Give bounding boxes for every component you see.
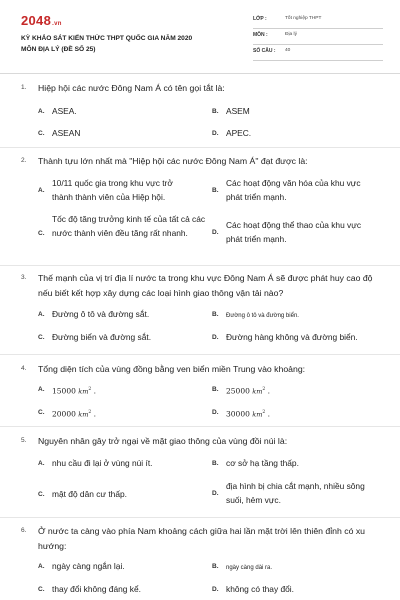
meta-class xyxy=(253,15,383,29)
meta-subject xyxy=(253,31,383,45)
option-letter: C. xyxy=(38,334,45,341)
meta-value: 40 xyxy=(285,48,291,53)
option-letter: C. xyxy=(38,409,45,416)
period: . xyxy=(267,386,271,396)
period: . xyxy=(93,409,97,419)
option-text: Tốc độ tăng trưởng kinh tế của tất cả các nước thành viên đều tăng rất nhanh. xyxy=(52,214,206,238)
option-text: thay đổi không đáng kể. xyxy=(52,584,141,594)
question-divider xyxy=(0,354,400,355)
option-text: Đường biển và đường sắt. xyxy=(52,332,152,342)
area-unit: km xyxy=(252,410,263,419)
option-letter: D. xyxy=(212,334,219,341)
option-letter: C. xyxy=(38,491,45,498)
option-letter: B. xyxy=(212,563,219,570)
option-text: cơ sở hạ tầng thấp. xyxy=(226,458,299,468)
option-letter: D. xyxy=(212,229,219,236)
question-number: 6. xyxy=(21,527,27,534)
area-value: 30000 xyxy=(226,409,250,419)
option-text xyxy=(52,383,96,399)
area-unit: km xyxy=(78,410,89,419)
exam-meta xyxy=(253,15,383,63)
option-letter: A. xyxy=(38,108,45,115)
option-letter: C. xyxy=(38,586,45,593)
option-text: Các hoạt động văn hóa của khu vực phát triển mạnh. xyxy=(226,178,361,202)
unit-exponent: 2 xyxy=(88,410,92,415)
option-text: Đường hàng không và đường biển. xyxy=(226,332,358,342)
area-value: 25000 xyxy=(226,386,250,396)
option-text: ngày càng dài ra. xyxy=(226,565,273,571)
option-text xyxy=(226,383,270,399)
question-divider xyxy=(0,147,400,148)
unit-exponent: 2 xyxy=(262,387,266,392)
option-text xyxy=(226,406,270,422)
meta-question-count xyxy=(253,47,383,61)
option-letter: B. xyxy=(212,187,219,194)
logo-text: 2048 xyxy=(21,13,52,28)
option-letter: B. xyxy=(212,460,219,467)
option-text: ngày càng ngắn lại. xyxy=(52,561,125,571)
option-letter: A. xyxy=(38,460,45,467)
option-letter: A. xyxy=(38,187,45,194)
question-text: Thế mạnh của vị trí địa lí nước ta trong khu vực Đông Nam Á sẽ được phát huy cao độ nếu biết kết hợp xây dựng các loại hình giao thông vận tải nào? xyxy=(38,273,373,298)
option-text: APEC. xyxy=(226,128,252,138)
area-unit: km xyxy=(252,387,263,396)
meta-key: LỚP : xyxy=(253,16,267,22)
unit-exponent: 2 xyxy=(262,410,266,415)
question-text: Hiệp hội các nước Đông Nam Á có tên gọi tắt là: xyxy=(38,83,225,93)
option-text: ASEA. xyxy=(52,106,77,116)
option-letter: C. xyxy=(38,230,45,237)
period: . xyxy=(93,386,97,396)
option-letter: D. xyxy=(212,586,219,593)
option-letter: A. xyxy=(38,386,45,393)
exam-title-line1: KỲ KHẢO SÁT KIẾN THỨC THPT QUỐC GIA NĂM 2020 xyxy=(21,35,193,42)
option-text: ASEM xyxy=(226,106,250,116)
question-number: 1. xyxy=(21,84,27,91)
option-letter: B. xyxy=(212,108,219,115)
site-logo[interactable] xyxy=(21,13,62,28)
meta-value: Tốt nghiệp THPT xyxy=(285,16,322,21)
option-letter: D. xyxy=(212,409,219,416)
option-text xyxy=(52,406,96,422)
area-unit: km xyxy=(78,387,89,396)
option-text: không có thay đổi. xyxy=(226,584,294,594)
option-text: ASEAN xyxy=(52,128,81,138)
question-divider xyxy=(0,426,400,427)
question-text: Ở nước ta càng vào phía Nam khoảng cách giữa hai lần mặt trời lên thiên đỉnh có xu hướng: xyxy=(38,526,365,551)
question-number: 5. xyxy=(21,437,27,444)
option-text: nhu cầu đi lại ở vùng núi ít. xyxy=(52,458,153,468)
area-value: 15000 xyxy=(52,386,76,396)
option-text: Các hoạt động thể thao của khu vực phát triển mạnh. xyxy=(226,220,362,244)
unit-exponent: 2 xyxy=(88,387,92,392)
question-number: 2. xyxy=(21,157,27,164)
question-number: 3. xyxy=(21,274,27,281)
option-text: Đường ô tô và đường biển. xyxy=(226,313,299,319)
period: . xyxy=(267,409,271,419)
exam-title-line2: MÔN ĐỊA LÝ (ĐỀ SỐ 25) xyxy=(21,46,96,53)
question-text: Tổng diện tích của vùng đồng bằng ven biển miền Trung vào khoảng: xyxy=(38,364,306,374)
logo-suffix: .vn xyxy=(52,21,62,27)
option-text: mật độ dân cư thấp. xyxy=(52,489,127,499)
meta-key: MÔN : xyxy=(253,32,268,38)
area-value: 20000 xyxy=(52,409,76,419)
option-letter: D. xyxy=(212,490,219,497)
option-letter: A. xyxy=(38,311,45,318)
question-number: 4. xyxy=(21,365,27,372)
question-divider xyxy=(0,265,400,266)
header-divider xyxy=(0,73,400,74)
option-text: 10/11 quốc gia trong khu vực trở thành thành viên của Hiệp hội. xyxy=(52,178,173,202)
exam-header xyxy=(0,0,400,66)
question-text: Thành tựu lớn nhất mà "Hiệp hội các nước Đông Nam Á" đạt được là: xyxy=(38,156,308,166)
option-letter: A. xyxy=(38,563,45,570)
meta-value: Địa lý xyxy=(285,32,297,37)
exam-title xyxy=(21,33,192,55)
option-letter: B. xyxy=(212,386,219,393)
option-text: Đường ô tô và đường sắt. xyxy=(52,309,150,319)
meta-key: SỐ CÂU : xyxy=(253,48,276,54)
question-text: Nguyên nhân gây trở ngại về mặt giao thông của vùng đồi núi là: xyxy=(38,436,288,446)
question-divider xyxy=(0,517,400,518)
option-text: địa hình bị chia cắt mạnh, nhiều sông suối, hẻm vực. xyxy=(226,481,365,505)
option-letter: D. xyxy=(212,130,219,137)
option-letter: C. xyxy=(38,130,45,137)
option-letter: B. xyxy=(212,311,219,318)
